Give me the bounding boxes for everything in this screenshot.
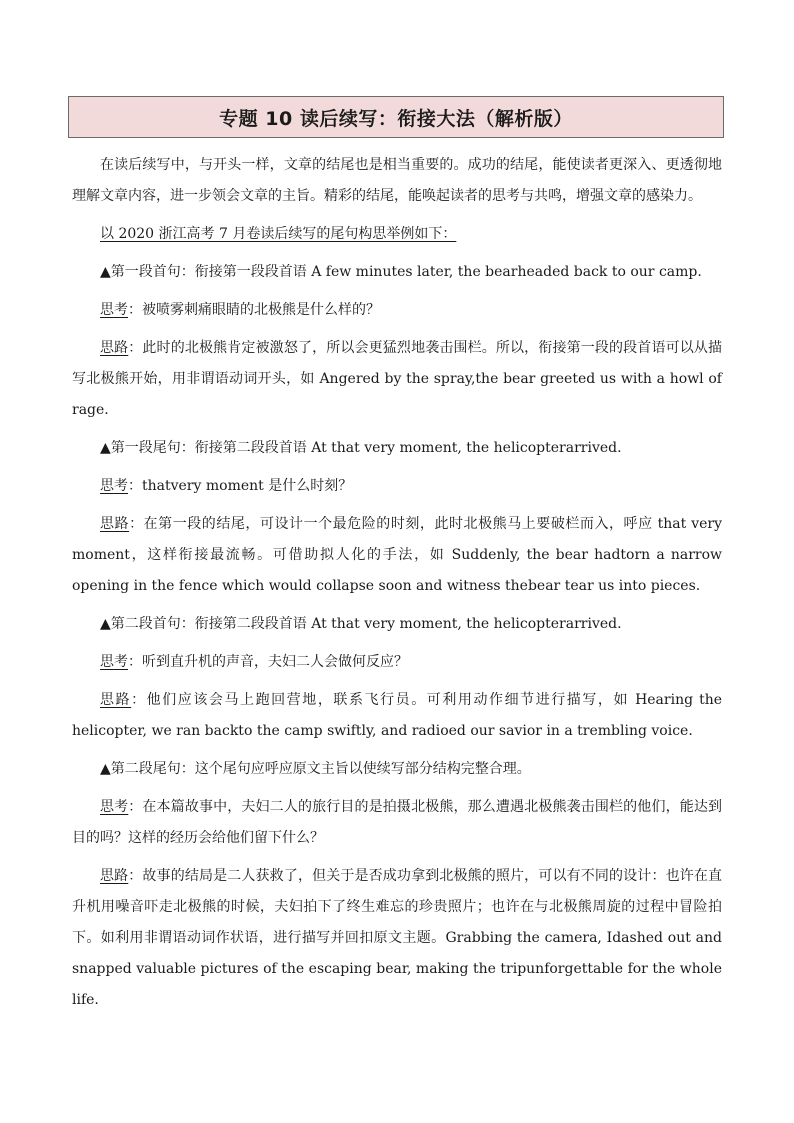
section-1-idea-text: ：此时的北极熊肯定被激怒了，所以会更猛烈地袭击围栏。所以，衔接第一段的段首语可以从描写北极熊开始，用非谓语动词开头，如 Angered by the spray,the bear greeted us with a howl of rage. bbox=[72, 340, 722, 418]
idea-label: 思路 bbox=[100, 516, 130, 532]
section-3-think-text: ：听到直升机的声音，夫妇二人会做何反应？ bbox=[128, 654, 408, 670]
intro-paragraph: 在读后续写中，与开头一样，文章的结尾也是相当重要的。成功的结尾，能使读者更深入、更透彻地理解文章内容，进一步领会文章的主旨。精彩的结尾，能唤起读者的思考与共鸣，增强文章的感染力。 bbox=[72, 157, 722, 204]
think-label: 思考 bbox=[100, 654, 128, 670]
section-2-idea bbox=[72, 509, 722, 602]
section-4-think-text: ：在本篇故事中，夫妇二人的旅行目的是拍摄北极熊，那么遭遇北极熊袭击围栏的他们，能达到目的吗？这样的经历会给他们留下什么？ bbox=[72, 799, 722, 846]
section-4-idea bbox=[72, 861, 722, 1016]
think-label: 思考 bbox=[100, 799, 129, 815]
section-1-think bbox=[72, 295, 722, 326]
idea-label: 思路 bbox=[100, 340, 129, 356]
section-3-idea-text: ：他们应该会马上跑回营地，联系飞行员。可利用动作细节进行描写，如 Hearing the helicopter, we ran backto the camp swiftly, and radioed our savior in a trembling voice. bbox=[72, 692, 722, 739]
section-2-think bbox=[72, 471, 722, 502]
section-4-head: ▲第二段尾句：这个尾句应呼应原文主旨以使续写部分结构完整合理。 bbox=[100, 761, 531, 777]
think-label: 思考 bbox=[100, 302, 128, 318]
section-1-think-text: ：被喷雾刺痛眼睛的北极熊是什么样的？ bbox=[128, 302, 380, 318]
section-4-think bbox=[72, 792, 722, 854]
page-title: 专题 10 读后续写：衔接大法（解析版） bbox=[68, 96, 724, 138]
section-3-head: ▲第二段首句：衔接第二段段首语 At that very moment, the helicopterarrived. bbox=[100, 616, 622, 632]
section-4-idea-text: ：故事的结局是二人获救了，但关于是否成功拿到北极熊的照片，可以有不同的设计：也许在直升机用噪音吓走北极熊的时候，夫妇拍下了终生难忘的珍贵照片；也许在与北极熊周旋的过程中冒险拍下。如利用非谓语动词作状语，进行描写并回扣原文主题。Grabbing the camera, Idashed out and snapped valuable pictures of the escaping bear, making the tripunforgettable for the whole life. bbox=[72, 868, 722, 1008]
idea-label: 思路 bbox=[100, 692, 132, 708]
section-1-head: ▲第一段首句：衔接第一段段首语 A few minutes later, the bearheaded back to our camp. bbox=[100, 264, 702, 280]
section-2-idea-text: ：在第一段的结尾，可设计一个最危险的时刻，此时北极熊马上要破栏而入，呼应 that very moment，这样衔接最流畅。可借助拟人化的手法，如 Suddenly, the bear hadtorn a narrow opening in the fence which would collapse soon and witness thebear tear us into pieces. bbox=[72, 516, 723, 594]
section-2-head: ▲第一段尾句：衔接第二段段首语 At that very moment, the helicopterarrived. bbox=[100, 440, 622, 456]
section-3-think bbox=[72, 647, 722, 678]
document-body bbox=[72, 150, 722, 1016]
section-3-idea bbox=[72, 685, 722, 747]
example-heading-text: 以 2020 浙江高考 7 月卷读后续写的尾句构思举例如下： bbox=[100, 226, 457, 242]
example-heading bbox=[72, 219, 722, 250]
idea-label: 思路 bbox=[100, 868, 129, 884]
section-2-think-text: ：thatvery moment 是什么时刻？ bbox=[128, 478, 353, 494]
section-1-idea bbox=[72, 333, 722, 426]
think-label: 思考 bbox=[100, 478, 128, 494]
